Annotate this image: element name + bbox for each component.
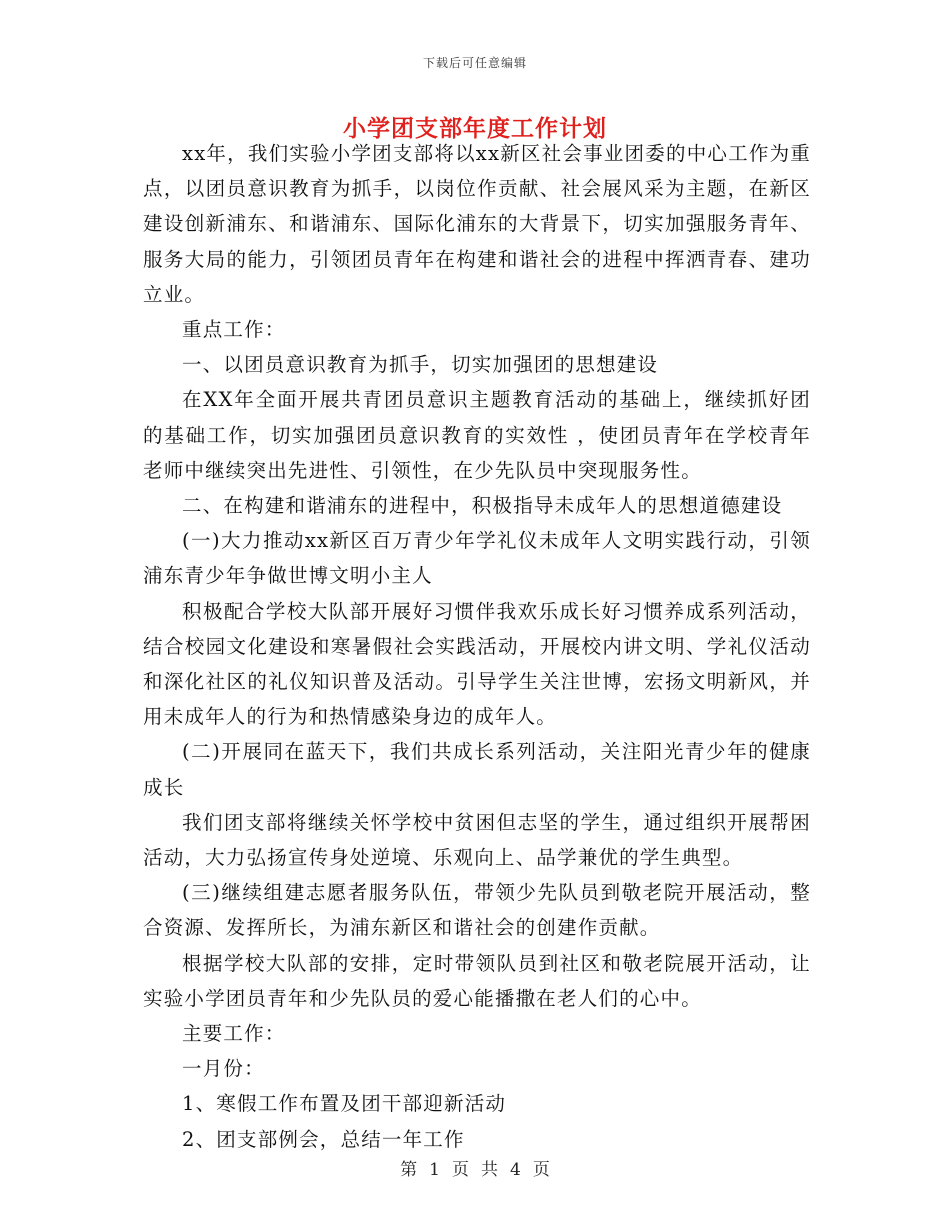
list-item: 1、寒假工作布置及团干部迎新活动 [182,1092,507,1116]
document-title: 小学团支部年度工作计划 [343,115,607,142]
header-note: 下载后可任意编辑 [422,56,527,70]
page-number: 1 [429,1160,440,1180]
section-heading-main-work: 主要工作： [182,1022,286,1046]
page-label-prefix: 第 [400,1160,418,1180]
section-heading: 二、在构建和谐浦东的进程中，积极指导未成年人的思想道德建设 [182,494,783,518]
page-label-mid: 页 [452,1160,469,1180]
body-paragraph: 积极配合学校大队部开展好习惯伴我欢乐成长好习惯养成系列活动，结合校园文化建设和寒暑假社会实践活动，开展校内讲文明、学礼仪活动和深化社区的礼仪知识普及活动。引导学生关注世博，宏扬文明新风，并用未成年人的行为和热情感染身边的成年人。 [143,599,811,729]
document-body [143,136,811,1157]
section-heading: 一、以团员意识教育为抓手，切实加强团的思想建设 [182,353,659,377]
body-paragraph: 根据学校大队部的安排，定时带领队员到社区和敬老院展开活动，让实验小学团员青年和少先队员的爱心能播撒在老人们的心中。 [143,951,811,1010]
section-heading-key-work: 重点工作： [182,318,286,342]
total-pages: 4 [510,1160,521,1180]
page-label-suffix: 页 [532,1160,550,1180]
month-heading: 一月份： [182,1057,265,1081]
subsection-heading: (一)大力推动xx新区百万青少年学礼仪未成年人文明实践行动，引领浦东青少年争做世博文明小主人 [143,529,811,588]
body-paragraph: 在XX年全面开展共青团员意识主题教育活动的基础上，继续抓好团的基础工作，切实加强团员意识教育的实效性 ，使团员青年在学校青年老师中继续突出先进性、引领性，在少先队员中突现服务性。 [143,388,811,482]
subsection-heading: (三)继续组建志愿者服务队伍，带领少先队员到敬老院开展活动，整合资源、发挥所长，为浦东新区和谐社会的创建作贡献。 [143,881,811,940]
page-footer [0,1155,950,1180]
list-item: 2、团支部例会，总结一年工作 [182,1127,465,1151]
subsection-heading: (二)开展同在蓝天下，我们共成长系列活动，关注阳光青少年的健康成长 [143,740,811,799]
body-paragraph: xx年，我们实验小学团支部将以xx新区社会事业团委的中心工作为重点，以团员意识教育为抓手，以岗位作贡献、社会展风采为主题，在新区建设创新浦东、和谐浦东、国际化浦东的大背景下，切实加强服务青年、服务大局的能力，引领团员青年在构建和谐社会的进程中挥洒青春、建功立业。 [143,142,811,306]
body-paragraph: 我们团支部将继续关怀学校中贫困但志坚的学生，通过组织开展帮困活动，大力弘扬宣传身处逆境、乐观向上、品学兼优的学生典型。 [143,810,811,870]
total-label: 共 [481,1160,498,1180]
